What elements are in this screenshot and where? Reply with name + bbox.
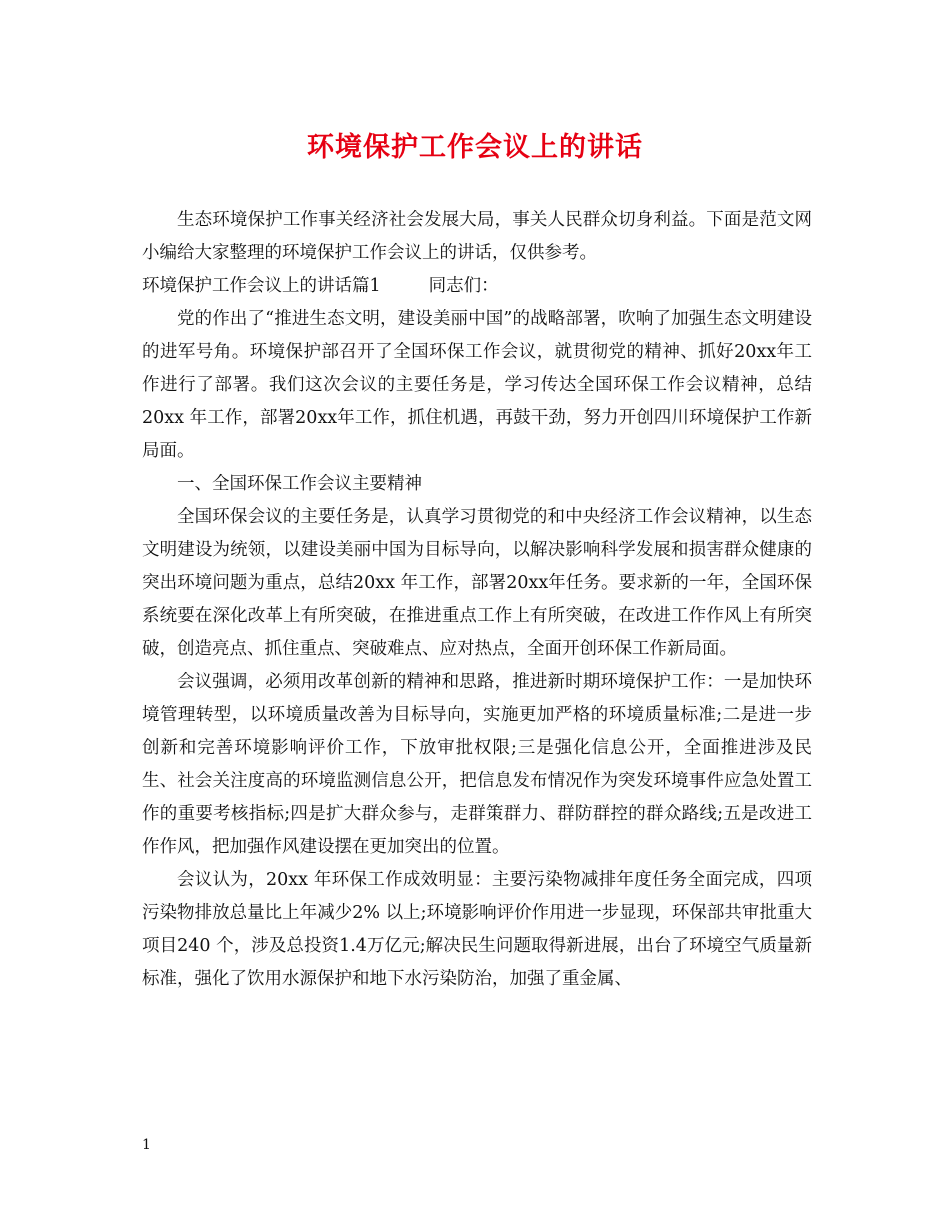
page-number: 1 xyxy=(142,1137,151,1153)
body-paragraph: 全国环保会议的主要任务是，认真学习贯彻党的和中央经济工作会议精神，以生态文明建设为统领，以建设美丽中国为目标导向，以解决影响科学发展和损害群众健康的突出环境问题为重点，总结20xx 年工作，部署20xx年任务。要求新的一年，全国环保系统要在深化改革上有所突破，在推进重点工作上有所突破，在改进工作作风上有所突破，创造亮点、抓住重点、突破难点、应对热点，全面开创环保工作新局面。 xyxy=(142,507,812,659)
salutation: 同志们： xyxy=(428,276,499,296)
body-paragraph: 党的作出了“推进生态文明，建设美丽中国”的战略部署，吹响了加强生态文明建设的进军号角。环境保护部召开了全国环保工作会议，就贯彻党的精神、抓好20xx年工作进行了部署。我们这次会议的主要任务是，学习传达全国环保工作会议精神，总结20xx 年工作，部署20xx年工作，抓住机遇，再鼓干劲，努力开创四川环境保护工作新局面。 xyxy=(142,309,812,461)
document-body xyxy=(142,204,812,996)
body-paragraph: 会议强调，必须用改革创新的精神和思路，推进新时期环境保护工作：一是加快环境管理转型，以环境质量改善为目标导向，实施更加严格的环境质量标准;二是进一步创新和完善环境影响评价工作，下放审批权限;三是强化信息公开，全面推进涉及民生、社会关注度高的环境监测信息公开，把信息发布情况作为突发环境事件应急处置工作的重要考核指标;四是扩大群众参与，走群策群力、群防群控的群众路线;五是改进工作作风，把加强作风建设摆在更加突出的位置。 xyxy=(142,672,812,857)
section-heading-line xyxy=(142,270,812,303)
section-title: 环境保护工作会议上的讲话篇1 xyxy=(142,276,381,296)
document-title: 环境保护工作会议上的讲话 xyxy=(307,132,643,163)
subheading: 一、全国环保工作会议主要精神 xyxy=(177,474,422,494)
body-paragraph: 会议认为，20xx 年环保工作成效明显：主要污染物减排年度任务全面完成，四项污染物排放总量比上年减少2% 以上;环境影响评价作用进一步显现，环保部共审批重大项目240 个，涉及总投资1.4万亿元;解决民生问题取得新进展，出台了环境空气质量新标准，强化了饮用水源保护和地下水污染防治，加强了重金属、 xyxy=(142,870,812,989)
intro-paragraph: 生态环境保护工作事关经济社会发展大局，事关人民群众切身利益。下面是范文网小编给大家整理的环境保护工作会议上的讲话，仅供参考。 xyxy=(142,210,812,263)
